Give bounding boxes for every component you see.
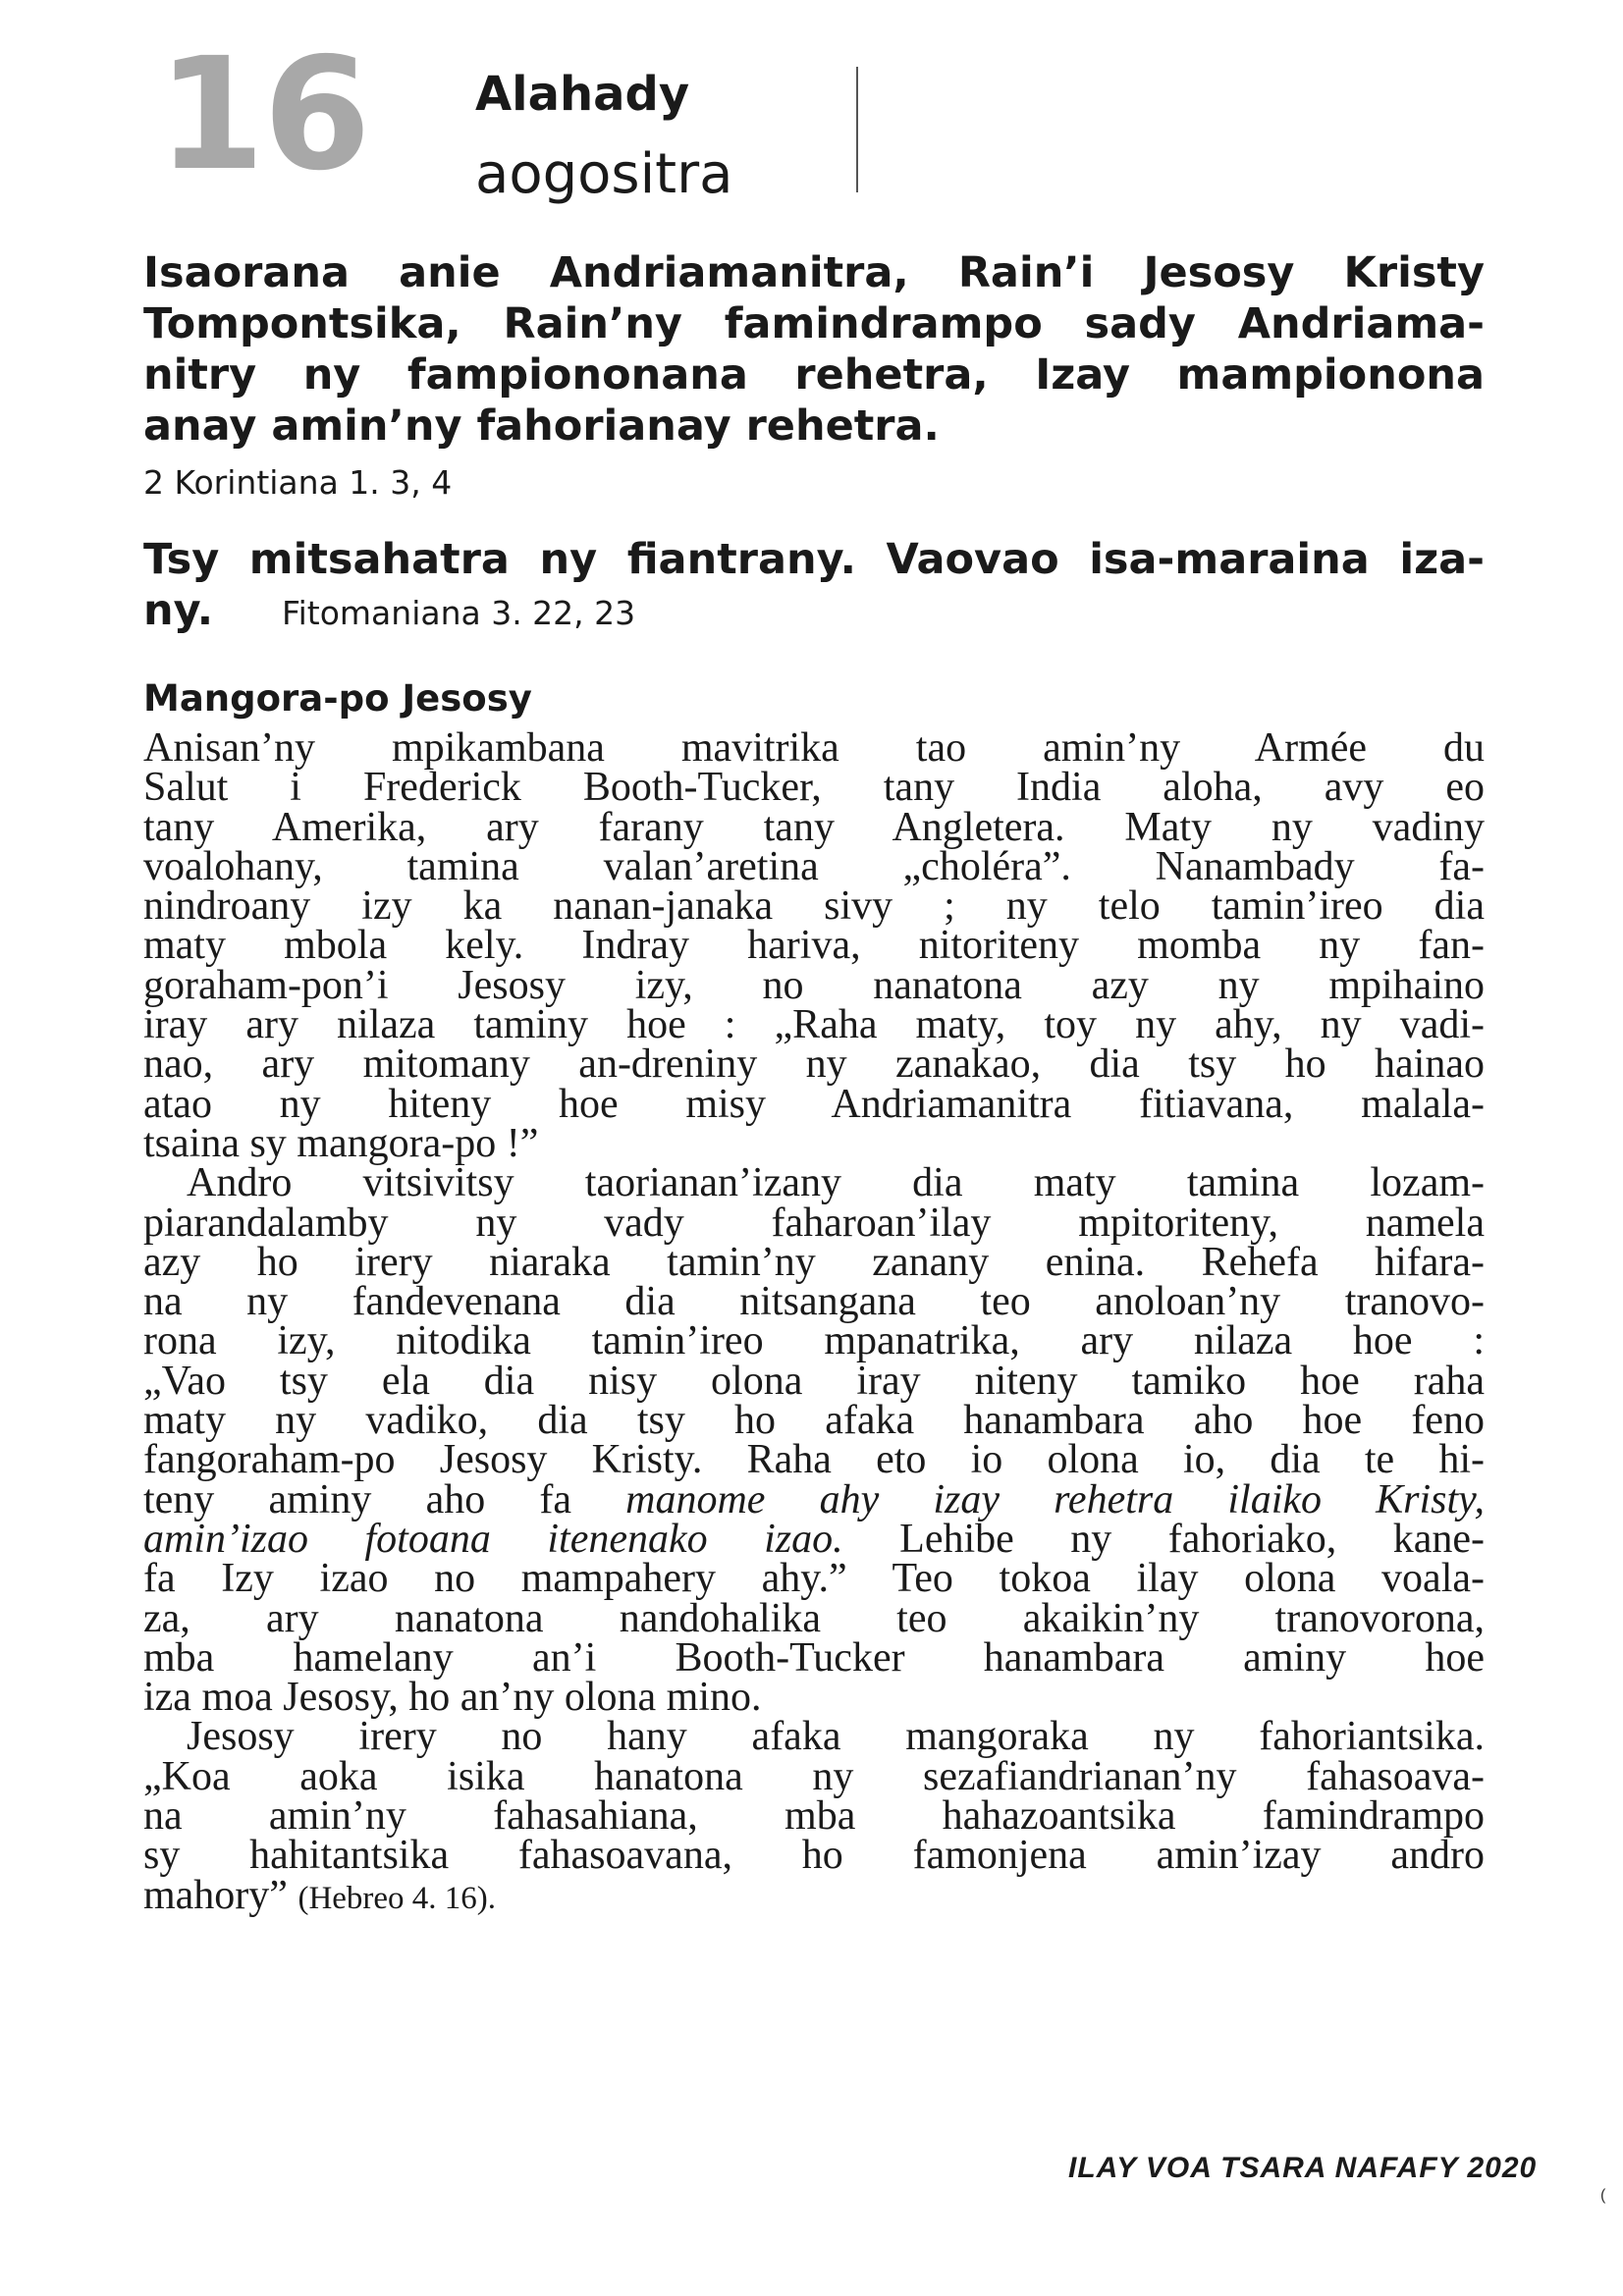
verse-line: Tompontsika, Rain’ny famindrampo sady Andriama- [143,299,1485,348]
day-number: 16 [157,25,369,205]
body-line: „Vao tsy ela dia nisy olona iray niteny tamiko hoe raha [143,1358,1485,1404]
body-line: mba hamelany an’i Booth-Tucker hanambara aminy hoe [143,1634,1485,1681]
body-line: nindroany izy ka nanan-janaka sivy ; ny telo tamin’ireo dia [143,883,1485,930]
body-line: na ny fandevenana dia nitsangana teo anoloan’ny tranovo- [143,1279,1485,1325]
body-line-mixed [143,1872,1485,1918]
verse-line-with-reference [143,585,1485,639]
body-fragment: Lehibe ny fahoriako, kane- [899,1516,1486,1562]
body-line: tsaina sy mangora-po !” [143,1120,539,1166]
body-line: iray ary nilaza taminy hoe : „Raha maty, toy ny ahy, ny vadi- [143,1002,1485,1048]
body-line: Salut i Frederick Booth-Tucker, tany India aloha, avy eo [143,765,1485,811]
body-line: fa Izy izao no mampahery ahy.” Teo tokoa ilay olona voala- [143,1556,1485,1602]
body-line: za, ary nanatona nandohalika teo akaikin’ny tranovorona, [143,1595,1485,1641]
verse-reference: Fitomaniana 3. 22, 23 [282,594,636,632]
body-line: voalohany, tamina valan’aretina „choléra”. Nanambady fa- [143,843,1485,889]
verse-line: Isaorana anie Andriamanitra, Rain’i Jesosy Kristy [143,248,1485,297]
body-text [143,725,1486,1918]
month: aogositra [475,142,733,206]
body-line: piarandalamby ny vady faharoan’ilay mpitoriteny, namela [143,1200,1485,1246]
body-line: Andro vitsivitsy taorianan’izany dia maty tamina lozam- [187,1160,1485,1206]
italic-quote: manome ahy izay rehetra ilaiko Kristy, [625,1476,1486,1522]
section-title: Mangora-po Jesosy [143,677,532,720]
body-line: sy hahitantsika fahasoavana, ho famonjena amin’izay andro [143,1833,1485,1879]
body-fragment: mahory” [143,1872,288,1918]
body-line: maty mbola kely. Indray hariva, nitoriteny momba ny fan- [143,923,1485,969]
body-line: tany Amerika, ary farany tany Angletera. Maty ny vadiny [143,804,1485,850]
body-line: na amin’ny fahasahiana, mba hahazoantsika famindrampo [143,1793,1485,1840]
body-line-mixed [143,1516,1486,1562]
scripture-reference: (Hebreo 4. 16). [298,1880,497,1916]
edge-mark: ( [1600,2187,1606,2204]
weekday: Alahady [475,67,690,122]
verse-line: Tsy mitsahatra ny fiantrany. Vaovao isa-maraina iza- [143,535,1485,584]
body-line: fangoraham-po Jesosy Kristy. Raha eto io olona io, dia te hi- [143,1437,1485,1483]
verse-main [143,247,1485,452]
body-line: „Koa aoka isika hanatona ny sezafiandrianan’ny fahasoava- [143,1753,1485,1799]
verse-line: nitry ny fampiononana rehetra, Izay mampionona [143,350,1485,400]
body-line: rona izy, nitodika tamin’ireo mpanatrika, ary nilaza hoe : [143,1318,1485,1364]
body-line-mixed [143,1476,1486,1522]
header-divider [856,67,858,192]
body-line: atao ny hiteny hoe misy Andriamanitra fitiavana, malala- [143,1081,1485,1127]
body-line: goraham-pon’i Jesosy izy, no nanatona azy ny mpihaino [143,962,1485,1008]
body-line: Jesosy irery no hany afaka mangoraka ny fahoriantsika. [187,1714,1485,1760]
verse-reference: 2 Korintiana 1. 3, 4 [143,463,453,502]
italic-quote: amin’izao fotoana itenenako izao. [143,1516,843,1562]
body-line: iza moa Jesosy, ho an’ny olona mino. [143,1675,762,1721]
verse-line: ny. [143,586,214,635]
body-line: nao, ary mitomany an-dreniny ny zanakao, dia tsy ho hainao [143,1041,1485,1088]
verse-line: anay amin’ny fahorianay rehetra. [143,401,940,451]
body-fragment: teny aminy aho fa [143,1476,571,1522]
body-line: maty ny vadiko, dia tsy ho afaka hanambara aho hoe feno [143,1398,1485,1444]
body-line: Anisan’ny mpikambana mavitrika tao amin’ny Armée du [143,725,1485,771]
body-line: azy ho irery niaraka tamin’ny zanany enina. Rehefa hifara- [143,1239,1485,1285]
footer-publication-title: ILAY VOA TSARA NAFAFY 2020 [1068,2152,1538,2184]
verse-second [143,534,1485,639]
